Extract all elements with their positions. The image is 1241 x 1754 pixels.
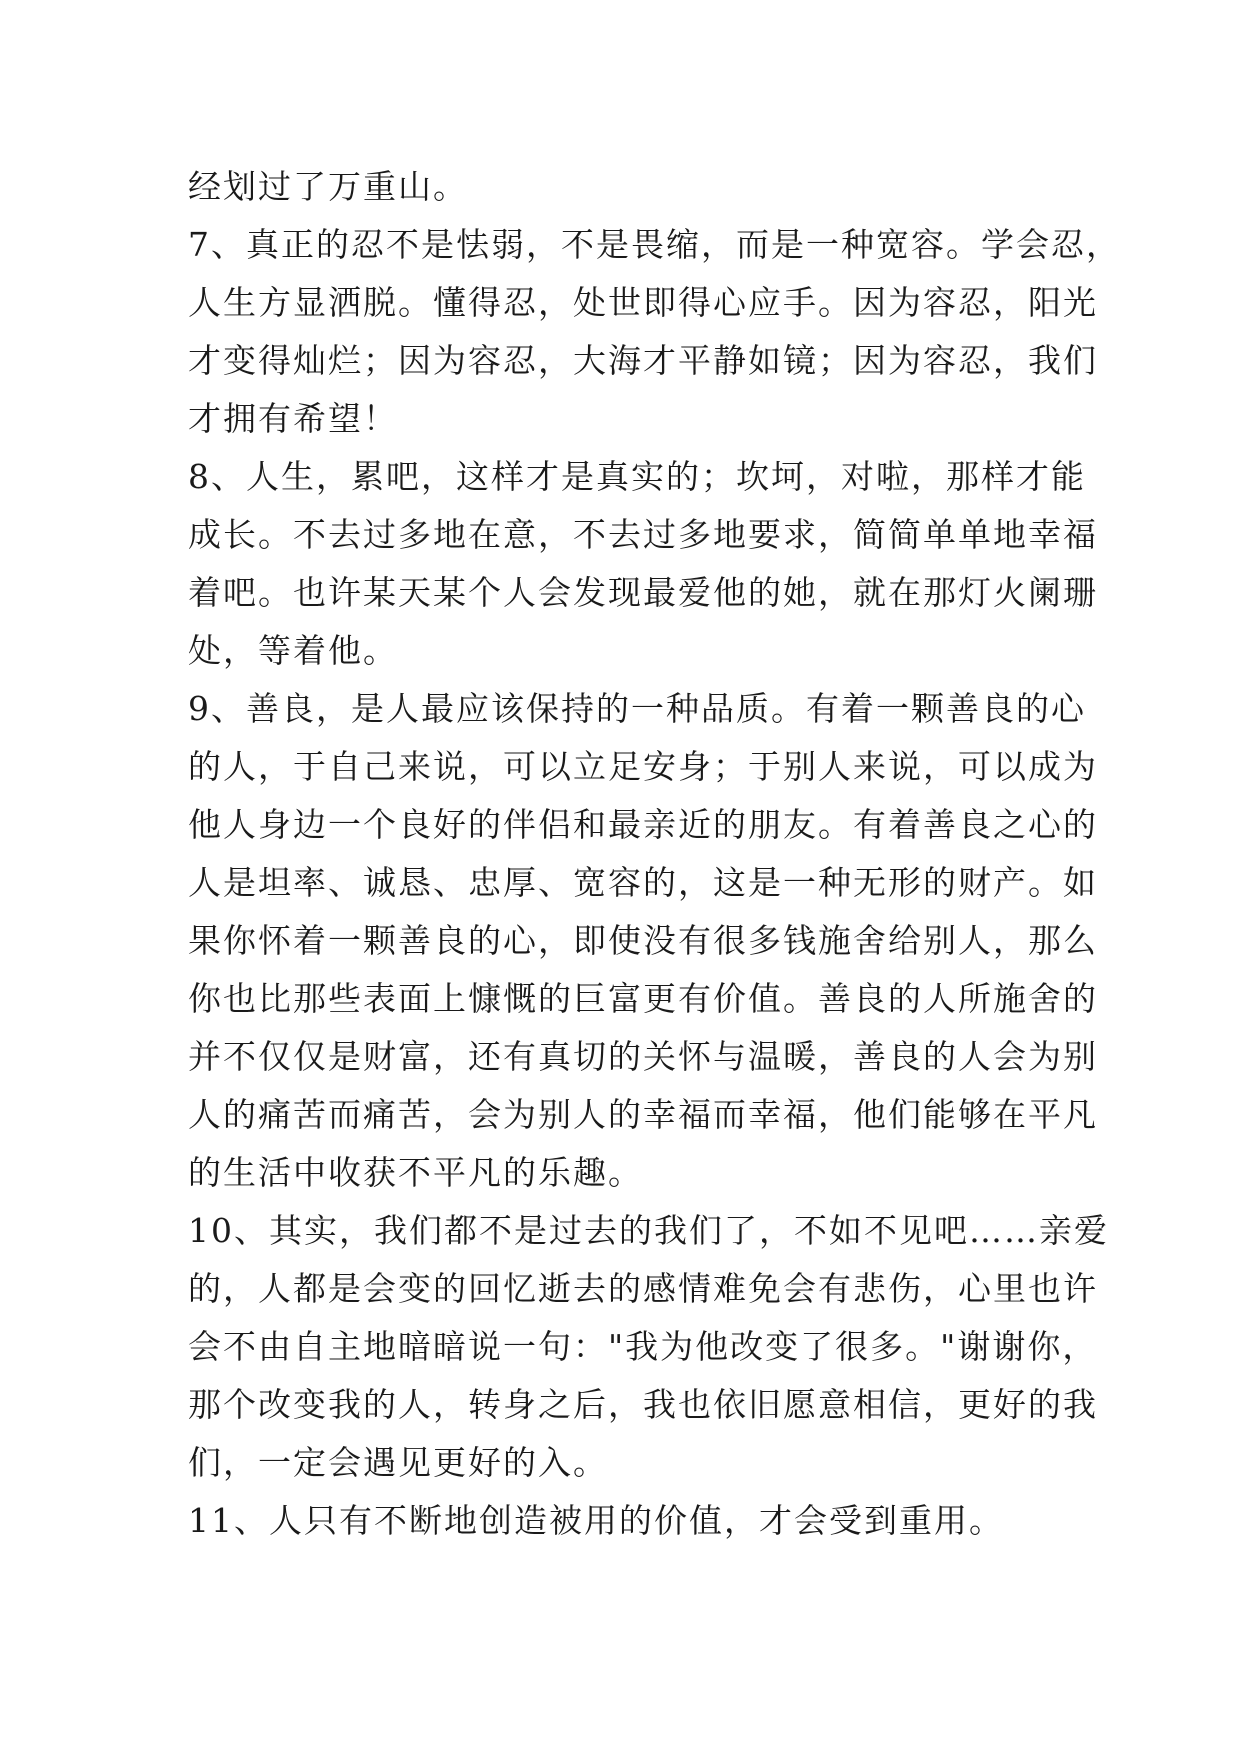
text-line: 你也比那些表面上慷慨的巨富更有价值。善良的人所施舍的	[188, 979, 1098, 1018]
text-line: 的人，于自己来说，可以立足安身；于别人来说，可以成为	[188, 747, 1098, 786]
text-line: 10、其实，我们都不是过去的我们了，不如不见吧……亲爱	[188, 1211, 1109, 1250]
text-line: 们，一定会遇见更好的入。	[188, 1443, 608, 1482]
text-line: 人生方显洒脱。懂得忍，处世即得心应手。因为容忍，阳光	[188, 283, 1098, 322]
text-line: 他人身边一个良好的伴侣和最亲近的朋友。有着善良之心的	[188, 805, 1098, 844]
text-line: 的生活中收获不平凡的乐趣。	[188, 1153, 643, 1192]
text-line: 7、真正的忍不是怯弱，不是畏缩，而是一种宽容。学会忍，	[188, 225, 1121, 264]
text-line: 9、善良，是人最应该保持的一种品质。有着一颗善良的心	[188, 689, 1086, 728]
text-line: 才变得灿烂；因为容忍，大海才平静如镜；因为容忍，我们	[188, 341, 1098, 380]
text-line: 处，等着他。	[188, 631, 398, 670]
text-line: 并不仅仅是财富，还有真切的关怀与温暖，善良的人会为别	[188, 1037, 1098, 1076]
text-line: 11、人只有不断地创造被用的价值，才会受到重用。	[188, 1501, 1004, 1540]
text-line: 才拥有希望！	[188, 399, 398, 438]
text-line: 会不由自主地暗暗说一句："我为他改变了很多。"谢谢你，	[188, 1327, 1098, 1366]
text-line: 成长。不去过多地在意，不去过多地要求，简简单单地幸福	[188, 515, 1098, 554]
text-line: 人是坦率、诚恳、忠厚、宽容的，这是一种无形的财产。如	[188, 863, 1098, 902]
document-body	[188, 158, 1121, 1550]
text-line: 的，人都是会变的回忆逝去的感情难免会有悲伤，心里也许	[188, 1269, 1098, 1308]
text-line: 人的痛苦而痛苦，会为别人的幸福而幸福，他们能够在平凡	[188, 1095, 1098, 1134]
text-line: 那个改变我的人，转身之后，我也依旧愿意相信，更好的我	[188, 1385, 1098, 1424]
text-line: 经划过了万重山。	[188, 167, 468, 206]
text-line: 果你怀着一颗善良的心，即使没有很多钱施舍给别人，那么	[188, 921, 1098, 960]
text-line: 着吧。也许某天某个人会发现最爱他的她，就在那灯火阑珊	[188, 573, 1098, 612]
text-line: 8、人生，累吧，这样才是真实的；坎坷，对啦，那样才能	[188, 457, 1086, 496]
